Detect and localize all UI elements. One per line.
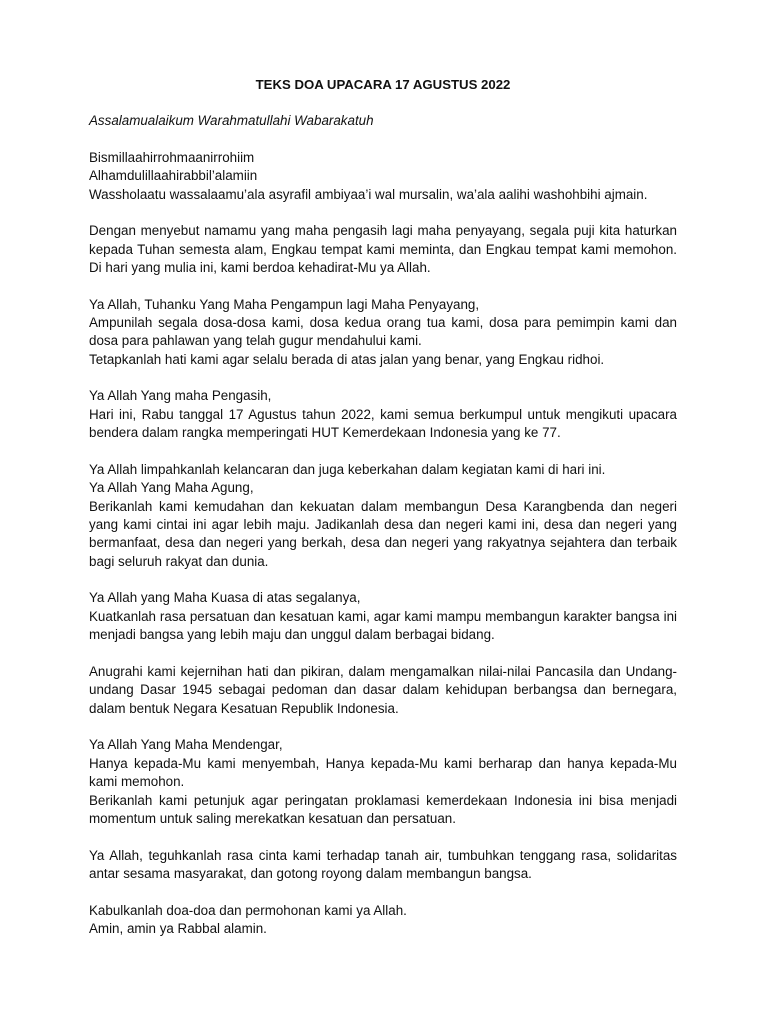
- paragraph-heading: Ya Allah yang Maha Kuasa di atas segalanya,: [89, 590, 361, 606]
- paragraph-text: Berikanlah kami petunjuk agar peringatan proklamasi kemerdekaan Indonesia ini bisa menjadi momentum untuk saling merekatkan kesatuan dan persatuan.: [89, 792, 677, 826]
- prayer-paragraph-2: [89, 387, 677, 442]
- paragraph-text: Ya Allah limpahkanlah kelancaran dan juga keberkahan dalam kegiatan kami di hari ini.: [89, 461, 606, 477]
- closing-line: Kabulkanlah doa-doa dan permohonan kami ya Allah.: [89, 902, 407, 918]
- paragraph-text: Ya Allah, teguhkanlah rasa cinta kami terhadap tanah air, tumbuhkan tenggang rasa, solidaritas antar sesama masyarakat, dan gotong royong dalam membangun bangsa.: [89, 847, 677, 881]
- greeting: Assalamualaikum Warahmatullahi Wabarakatuh: [89, 113, 374, 129]
- paragraph-text: Ampunilah segala dosa-dosa kami, dosa kedua orang tua kami, dosa para pemimpin kami dan dosa para pahlawan yang telah gugur mendahului kami.: [89, 315, 677, 349]
- prayer-paragraph-6: [89, 736, 677, 828]
- closing-line: Amin, amin ya Rabbal alamin.: [89, 920, 267, 936]
- document-title: TEKS DOA UPACARA 17 AGUSTUS 2022: [255, 77, 511, 92]
- paragraph-heading: Ya Allah Yang Maha Mendengar,: [89, 737, 283, 753]
- prayer-paragraph-4: [89, 589, 677, 644]
- paragraph-text: Hanya kepada-Mu kami menyembah, Hanya kepada-Mu kami berharap dan hanya kepada-Mu kami memohon.: [89, 755, 677, 790]
- paragraph-text: Hari ini, Rabu tanggal 17 Agustus tahun 2022, kami semua berkumpul untuk mengikuti upacara bendera dalam rangka memperingati HUT Kemerdekaan Indonesia yang ke 77.: [89, 406, 677, 441]
- document-page: [89, 76, 677, 957]
- opening-block: [89, 149, 677, 204]
- paragraph-text: Anugrahi kami kejernihan hati dan pikiran, dalam mengamalkan nilai-nilai Pancasila dan Undang-undang Dasar 1945 sebagai pedoman dan dasar dalam kehidupan berbangsa dan bernegara, dalam bentuk Negara Kesatuan Republik Indonesia.: [89, 663, 677, 716]
- paragraph-text: Dengan menyebut namamu yang maha pengasih lagi maha penyayang, segala puji kita haturkan kepada Tuhan semesta alam, Engkau tempat kami meminta, dan Engkau tempat kami memohon. Di hari yang mulia ini, kami berdoa kehadirat-Mu ya Allah.: [89, 223, 677, 276]
- closing-block: [89, 902, 677, 939]
- opening-line: Bismillaahirrohmaanirrohiim: [89, 149, 255, 165]
- opening-line: Wassholaatu wassalaamu’ala asyrafil ambiyaa’i wal mursalin, wa’ala aalihi washohbihi ajmain.: [89, 186, 648, 202]
- prayer-paragraph-5: [89, 663, 677, 718]
- prayer-paragraph-3: [89, 461, 677, 571]
- paragraph-heading: Ya Allah Yang Maha Agung,: [89, 480, 254, 496]
- opening-line: Alhamdulillaahirabbil’alamiin: [89, 168, 258, 184]
- prayer-paragraph-1: [89, 296, 677, 370]
- intro-paragraph: [89, 222, 677, 277]
- paragraph-text: Kuatkanlah rasa persatuan dan kesatuan kami, agar kami mampu membangun karakter bangsa ini menjadi bangsa yang lebih maju dan unggul dalam berbagai bidang.: [89, 608, 677, 643]
- paragraph-heading: Ya Allah, Tuhanku Yang Maha Pengampun lagi Maha Penyayang,: [89, 296, 480, 312]
- paragraph-text: Berikanlah kami kemudahan dan kekuatan dalam membangun Desa Karangbenda dan negeri yang kami cintai ini agar lebih maju. Jadikanlah desa dan negeri kami ini, desa dan negeri yang bermanfaat, desa dan negeri yang berkah, desa dan negeri yang rakyatnya sejahtera dan terbaik bagi seluruh rakyat dan dunia.: [89, 498, 677, 569]
- prayer-paragraph-7: [89, 847, 677, 884]
- paragraph-heading: Ya Allah Yang maha Pengasih,: [89, 388, 272, 404]
- paragraph-text: Tetapkanlah hati kami agar selalu berada di atas jalan yang benar, yang Engkau ridhoi.: [89, 351, 605, 367]
